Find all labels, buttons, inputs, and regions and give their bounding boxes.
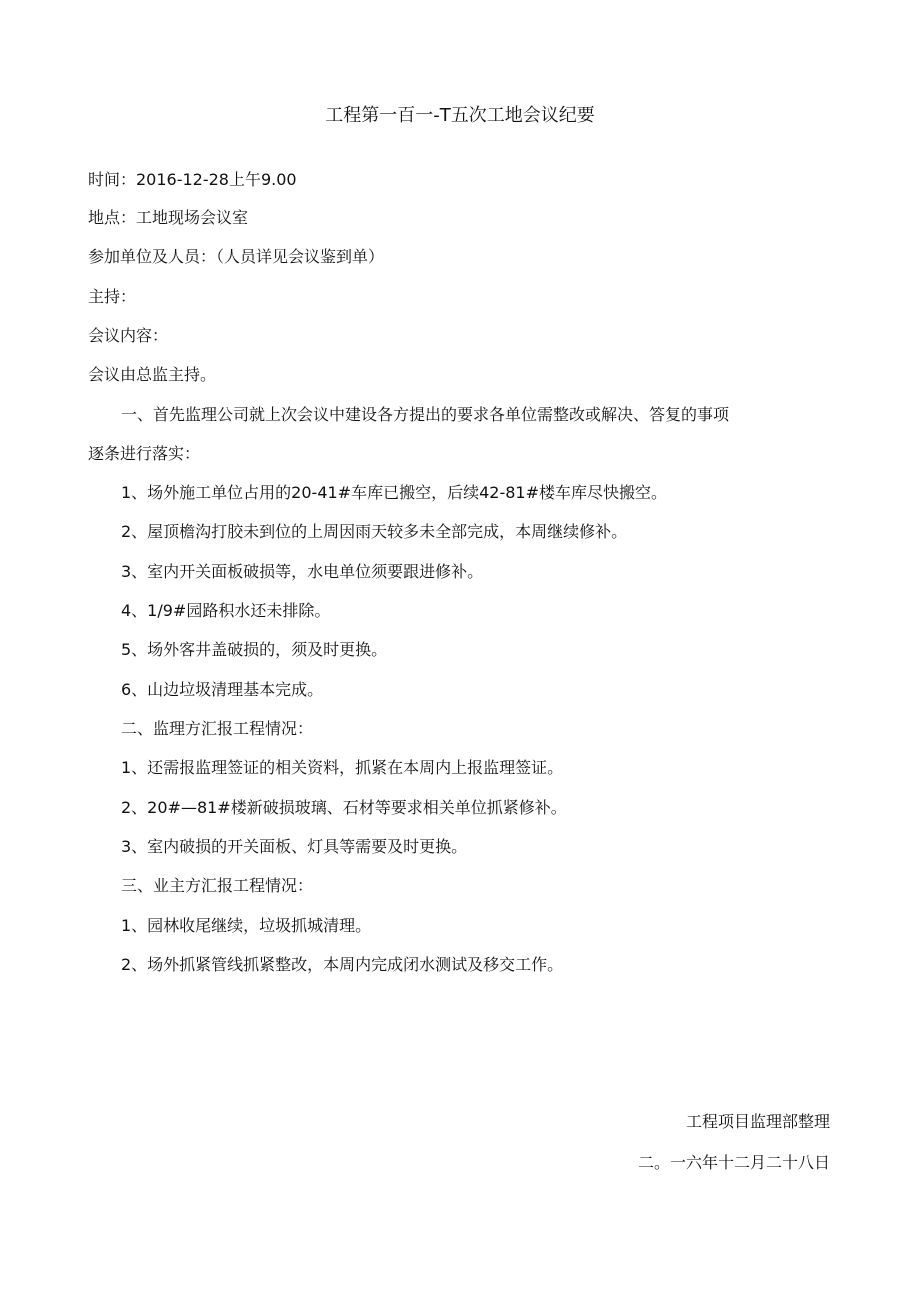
section2-heading: 二、监理方汇报工程情况：	[121, 719, 314, 738]
section1-item: 1、场外施工单位占用的20-41#车库已搬空，后续42-81#楼车库尽快搬空。	[121, 483, 667, 502]
meeting-host: 主持：	[88, 287, 137, 306]
meeting-content-label: 会议内容：	[88, 326, 169, 345]
document-title: 工程第一百一-T五次工地会议纪要	[325, 105, 595, 126]
section3-heading: 三、业主方汇报工程情况：	[121, 876, 314, 895]
section1-item: 3、室内开关面板破损等，水电单位须要跟进修补。	[121, 562, 484, 581]
section2-item: 2、20#—81#楼新破损玻璃、石材等要求相关单位抓紧修补。	[121, 798, 567, 817]
signature: 工程项目监理部整理	[685, 1112, 830, 1131]
meeting-chair-note: 会议由总监主持。	[88, 365, 217, 384]
section1-item: 2、屋顶檐沟打胶未到位的上周因雨天较多未全部完成，本周继续修补。	[121, 522, 628, 541]
section3-item: 1、园林收尾继续，垃圾抓城清理。	[121, 916, 372, 935]
section2-item: 1、还需报监理签证的相关资料，抓紧在本周内上报监理签证。	[121, 758, 564, 777]
section1-item: 6、山边垃圾清理基本完成。	[121, 680, 324, 699]
section1-item: 5、场外客井盖破损的，须及时更换。	[121, 640, 388, 659]
meeting-time: 时间：2016-12-28上午9.00	[88, 170, 297, 189]
section2-item: 3、室内破损的开关面板、灯具等需要及时更换。	[121, 837, 468, 856]
document-date: 二。一六年十二月二十八日	[637, 1153, 830, 1172]
meeting-location: 地点：工地现场会议室	[88, 208, 249, 227]
section1-intro-line2: 逐条进行落实：	[88, 444, 201, 463]
section1-intro-line1: 一、首先监理公司就上次会议中建设各方提出的要求各单位需整改或解决、答复的事项	[121, 405, 730, 424]
section1-item: 4、1/9#园路积水还未排除。	[121, 601, 331, 620]
section3-item: 2、场外抓紧管线抓紧整改，本周内完成闭水测试及移交工作。	[121, 955, 564, 974]
meeting-attendees: 参加单位及人员：（人员详见会议鉴到单）	[88, 247, 385, 266]
